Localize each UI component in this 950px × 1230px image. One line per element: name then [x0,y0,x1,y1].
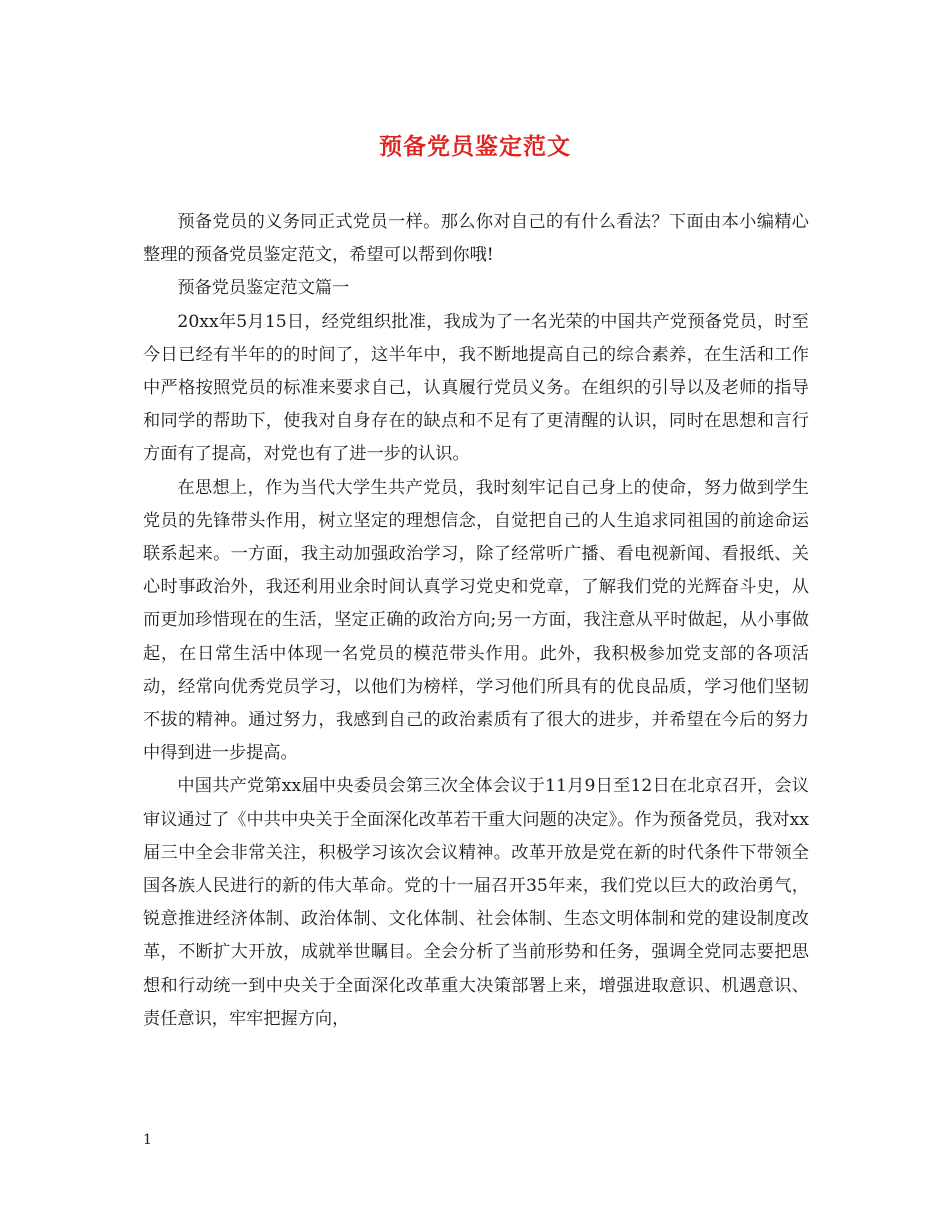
body-paragraph: 在思想上，作为当代大学生共产党员，我时刻牢记自己身上的使命，努力做到学生党员的先锋带头作用，树立坚定的理想信念，自觉把自己的人生追求同祖国的前途命运联系起来。一方面，我主动加强政治学习，除了经常听广播、看电视新闻、看报纸、关心时事政治外，我还利用业余时间认真学习党史和党章，了解我们党的光辉奋斗史，从而更加珍惜现在的生活，坚定正确的政治方向;另一方面，我注意从平时做起，从小事做起，在日常生活中体现一名党员的模范带头作用。此外，我积极参加党支部的各项活动，经常向优秀党员学习，以他们为榜样，学习他们所具有的优良品质，学习他们坚韧不拔的精神。通过努力，我感到自己的政治素质有了很大的进步，并希望在今后的努力中得到进一步提高。 [143,477,809,764]
body-paragraph: 中国共产党第xx届中央委员会第三次全体会议于11月9日至12日在北京召开，会议审议通过了《中共中央关于全面深化改革若干重大问题的决定》。作为预备党员，我对xx届三中全会非常关注，积极学习该次会议精神。改革开放是党在新的时代条件下带领全国各族人民进行的新的伟大革命。党的十一届召开35年来，我们党以巨大的政治勇气，锐意推进经济体制、政治体制、文化体制、社会体制、生态文明体制和党的建设制度改革，不断扩大开放，成就举世瞩目。全会分析了当前形势和任务，强调全党同志要把思想和行动统一到中央关于全面深化改革重大决策部署上来，增强进取意识、机遇意识、责任意识，牢牢把握方向， [143,776,809,1029]
body-paragraph: 20xx年5月15日，经党组织批准，我成为了一名光荣的中国共产党预备党员，时至今日已经有半年的的时间了，这半年中，我不断地提高自己的综合素养，在生活和工作中严格按照党员的标准来要求自己，认真履行党员义务。在组织的引导以及老师的指导和同学的帮助下，使我对自身存在的缺点和不足有了更清醒的认识，同时在思想和言行方面有了提高，对党也有了进一步的认识。 [143,311,809,465]
page-number: 1 [143,1132,152,1148]
intro-paragraph: 预备党员的义务同正式党员一样。那么你对自己的有什么看法？下面由本小编精心整理的预备党员鉴定范文，希望可以帮到你哦! [143,212,809,266]
document-title: 预备党员鉴定范文 [379,133,571,160]
section-heading: 预备党员鉴定范文篇一 [177,278,350,299]
document-body [143,206,809,1036]
